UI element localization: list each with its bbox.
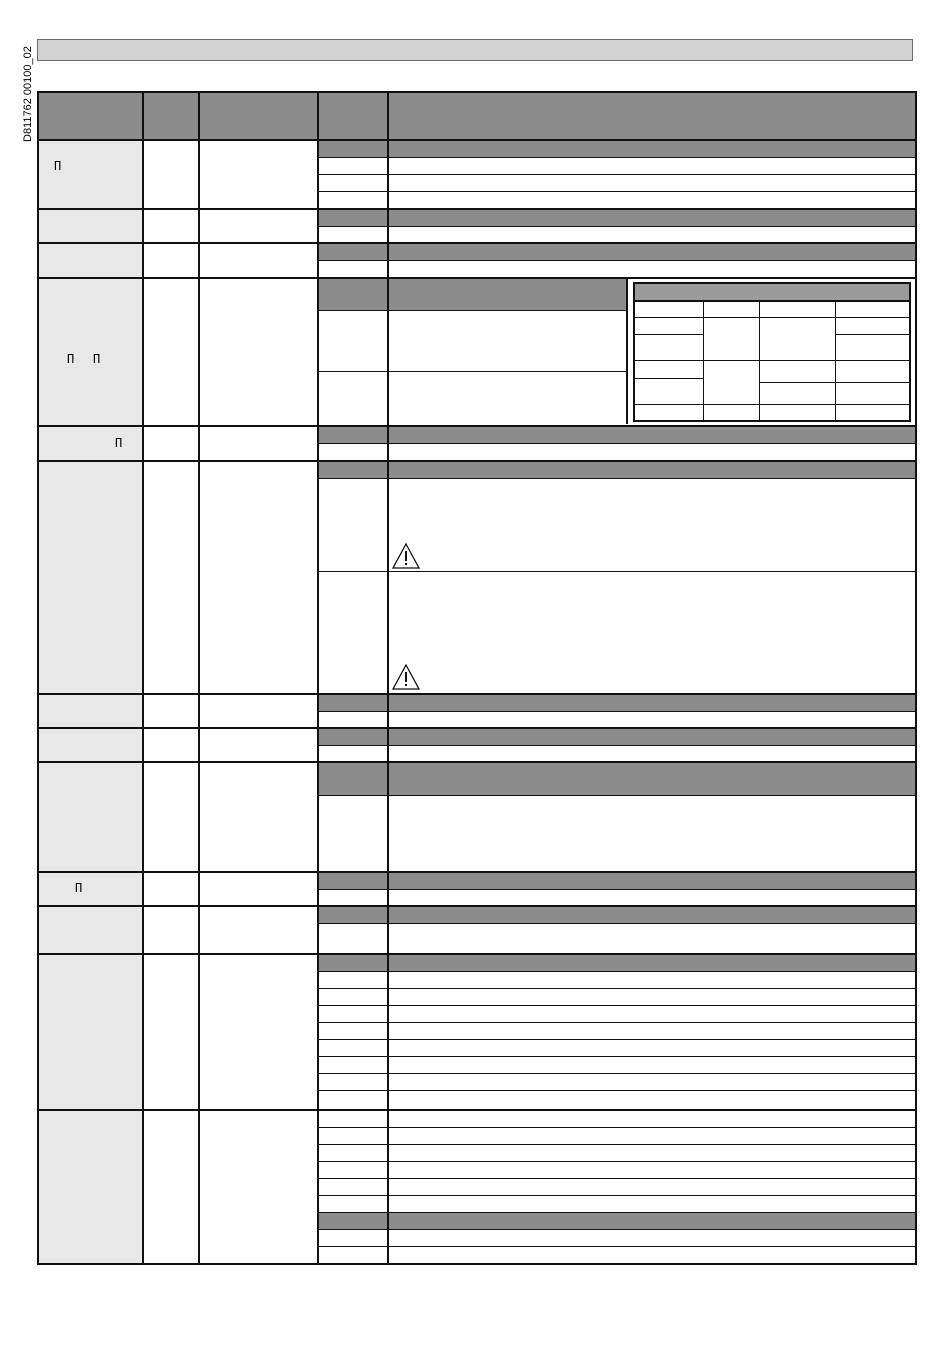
segment-glyph: П bbox=[67, 352, 75, 366]
segment-glyph: П bbox=[93, 352, 101, 366]
segment-glyph: П bbox=[54, 159, 62, 173]
document-code bbox=[22, 34, 36, 144]
warning-triangle-icon bbox=[391, 542, 421, 570]
warning-triangle-icon bbox=[391, 663, 421, 691]
table-frame bbox=[37, 91, 917, 1265]
segment-glyph: П bbox=[75, 881, 83, 895]
title-bar bbox=[37, 39, 913, 61]
embedded-sub-table bbox=[626, 278, 914, 424]
document-code-text: D811762 00100_02 bbox=[22, 46, 34, 142]
sub-table-frame bbox=[633, 282, 911, 422]
segment-glyph: П bbox=[115, 436, 123, 450]
